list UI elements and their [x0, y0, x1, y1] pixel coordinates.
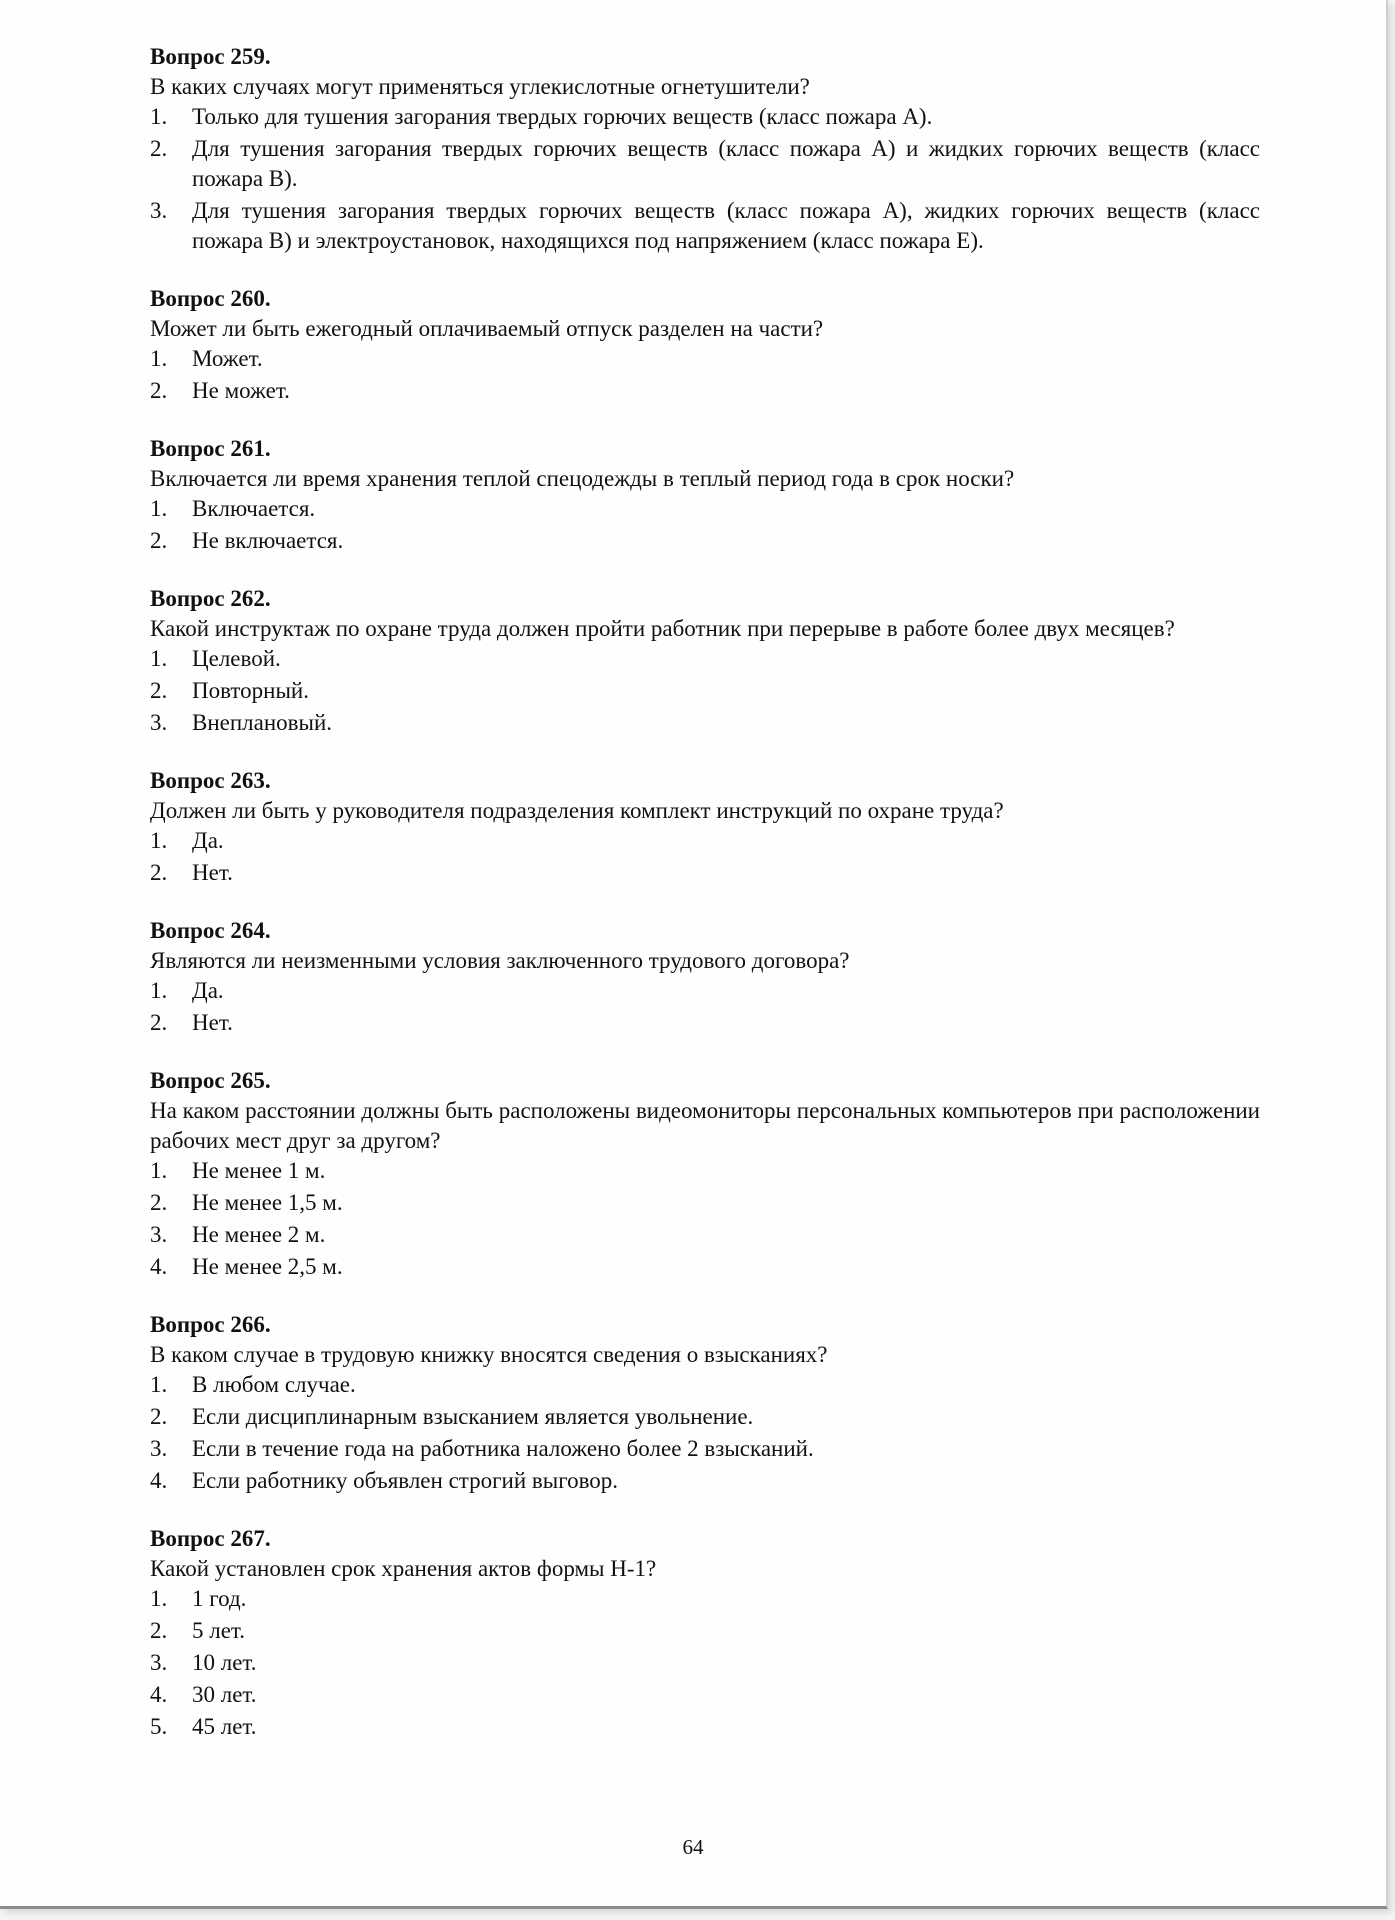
question-title: Вопрос 259.	[150, 44, 271, 69]
answer-number: 3.	[150, 198, 168, 223]
question-text: Должен ли быть у руководителя подразделения комплект инструкций по охране труда?	[150, 798, 1004, 823]
question-text: Может ли быть ежегодный оплачиваемый отпуск разделен на части?	[150, 316, 824, 341]
answer-option	[150, 1188, 1260, 1218]
answer-option	[150, 494, 1260, 524]
answer-option	[150, 196, 1260, 256]
question-block	[150, 916, 1260, 1038]
answer-option	[150, 1648, 1260, 1678]
answer-number: 1.	[150, 496, 168, 521]
answer-number: 1.	[150, 104, 168, 129]
answer-list	[150, 494, 1260, 556]
answer-text: Если работнику объявлен строгий выговор.	[192, 1468, 619, 1493]
answer-number: 3.	[150, 1650, 168, 1675]
answer-list	[150, 102, 1260, 256]
answer-option	[150, 1712, 1260, 1742]
question-block	[150, 766, 1260, 888]
question-title: Вопрос 267.	[150, 1526, 271, 1551]
page-number: 64	[682, 1835, 704, 1859]
question-block	[150, 434, 1260, 556]
answer-option	[150, 1220, 1260, 1250]
question-block	[150, 584, 1260, 738]
answer-option	[150, 1370, 1260, 1400]
questions-list	[150, 42, 1260, 1770]
answer-list	[150, 826, 1260, 888]
answer-option	[150, 976, 1260, 1006]
answer-option	[150, 826, 1260, 856]
question-text: В каких случаях могут применяться углекислотные огнетушители?	[150, 74, 810, 99]
answer-text: 10 лет.	[192, 1650, 257, 1675]
question-text: В каком случае в трудовую книжку вносятся сведения о взысканиях?	[150, 1342, 828, 1367]
answer-option	[150, 1584, 1260, 1614]
answer-list	[150, 1370, 1260, 1496]
question-title: Вопрос 265.	[150, 1068, 271, 1093]
answer-text: Целевой.	[192, 646, 281, 671]
answer-text: 45 лет.	[192, 1714, 257, 1739]
question-title: Вопрос 263.	[150, 768, 271, 793]
answer-number: 2.	[150, 136, 168, 161]
answer-list	[150, 976, 1260, 1038]
answer-number: 1.	[150, 828, 168, 853]
answer-list	[150, 1584, 1260, 1742]
answer-option	[150, 1156, 1260, 1186]
question-block	[150, 1524, 1260, 1742]
answer-option	[150, 1252, 1260, 1282]
question-text: Включается ли время хранения теплой спецодежды в теплый период года в срок носки?	[150, 466, 1015, 491]
answer-option	[150, 1434, 1260, 1464]
question-block	[150, 1310, 1260, 1496]
answer-number: 3.	[150, 710, 168, 735]
answer-text: В любом случае.	[192, 1372, 356, 1397]
answer-text: Для тушения загорания твердых горючих веществ (класс пожара А), жидких горючих веществ (класс пожара В) и электроустановок, находящихся под напряжением (класс пожара Е).	[192, 198, 1260, 253]
answer-list	[150, 644, 1260, 738]
answer-text: Не менее 1 м.	[192, 1158, 326, 1183]
answer-number: 1.	[150, 346, 168, 371]
answer-option	[150, 134, 1260, 194]
answer-number: 2.	[150, 860, 168, 885]
answer-text: Да.	[192, 828, 224, 853]
question-title: Вопрос 260.	[150, 286, 271, 311]
answer-number: 4.	[150, 1682, 168, 1707]
answer-option	[150, 708, 1260, 738]
answer-text: Не менее 1,5 м.	[192, 1190, 343, 1215]
answer-number: 3.	[150, 1436, 168, 1461]
answer-number: 2.	[150, 378, 168, 403]
answer-text: Если дисциплинарным взысканием является увольнение.	[192, 1404, 754, 1429]
answer-number: 1.	[150, 646, 168, 671]
answer-text: Не менее 2 м.	[192, 1222, 326, 1247]
question-block	[150, 1066, 1260, 1282]
answer-text: Для тушения загорания твердых горючих веществ (класс пожара А) и жидких горючих веществ (класс пожара В).	[192, 136, 1260, 191]
answer-number: 2.	[150, 678, 168, 703]
answer-option	[150, 376, 1260, 406]
answer-number: 3.	[150, 1222, 168, 1247]
answer-option	[150, 644, 1260, 674]
question-block	[150, 284, 1260, 406]
answer-text: Нет.	[192, 860, 233, 885]
answer-option	[150, 676, 1260, 706]
answer-option	[150, 1466, 1260, 1496]
question-text: Какой установлен срок хранения актов формы Н-1?	[150, 1556, 657, 1581]
answer-text: 5 лет.	[192, 1618, 246, 1643]
answer-option	[150, 1616, 1260, 1646]
answer-option	[150, 858, 1260, 888]
answer-option	[150, 102, 1260, 132]
answer-text: Если в течение года на работника наложено более 2 взысканий.	[192, 1436, 814, 1461]
answer-text: Не менее 2,5 м.	[192, 1254, 343, 1279]
answer-text: Внеплановый.	[192, 710, 333, 735]
question-title: Вопрос 264.	[150, 918, 271, 943]
question-title: Вопрос 266.	[150, 1312, 271, 1337]
answer-number: 4.	[150, 1254, 168, 1279]
answer-number: 2.	[150, 1190, 168, 1215]
answer-number: 1.	[150, 1586, 168, 1611]
question-title: Вопрос 261.	[150, 436, 271, 461]
answer-text: Включается.	[192, 496, 316, 521]
question-text: Являются ли неизменными условия заключенного трудового договора?	[150, 948, 850, 973]
answer-option	[150, 526, 1260, 556]
answer-text: Не может.	[192, 378, 290, 403]
question-text: Какой инструктаж по охране труда должен пройти работник при перерыве в работе более двух месяцев?	[150, 616, 1175, 641]
answer-text: Не включается.	[192, 528, 344, 553]
answer-number: 1.	[150, 1158, 168, 1183]
answer-option	[150, 1680, 1260, 1710]
answer-number: 1.	[150, 1372, 168, 1397]
answer-text: Повторный.	[192, 678, 309, 703]
question-text: На каком расстоянии должны быть расположены видеомониторы персональных компьютеров при расположении рабочих мест друг за другом?	[150, 1098, 1260, 1153]
answer-text: Только для тушения загорания твердых горючих веществ (класс пожара А).	[192, 104, 933, 129]
answer-text: Нет.	[192, 1010, 233, 1035]
answer-option	[150, 344, 1260, 374]
answer-option	[150, 1402, 1260, 1432]
answer-option	[150, 1008, 1260, 1038]
answer-number: 4.	[150, 1468, 168, 1493]
answer-text: 30 лет.	[192, 1682, 257, 1707]
answer-list	[150, 344, 1260, 406]
answer-number: 1.	[150, 978, 168, 1003]
answer-list	[150, 1156, 1260, 1282]
answer-text: 1 год.	[192, 1586, 247, 1611]
question-block	[150, 42, 1260, 256]
answer-number: 2.	[150, 1618, 168, 1643]
answer-number: 2.	[150, 1404, 168, 1429]
question-title: Вопрос 262.	[150, 586, 271, 611]
answer-text: Да.	[192, 978, 224, 1003]
answer-number: 2.	[150, 1010, 168, 1035]
answer-number: 2.	[150, 528, 168, 553]
answer-text: Может.	[192, 346, 263, 371]
answer-number: 5.	[150, 1714, 168, 1739]
